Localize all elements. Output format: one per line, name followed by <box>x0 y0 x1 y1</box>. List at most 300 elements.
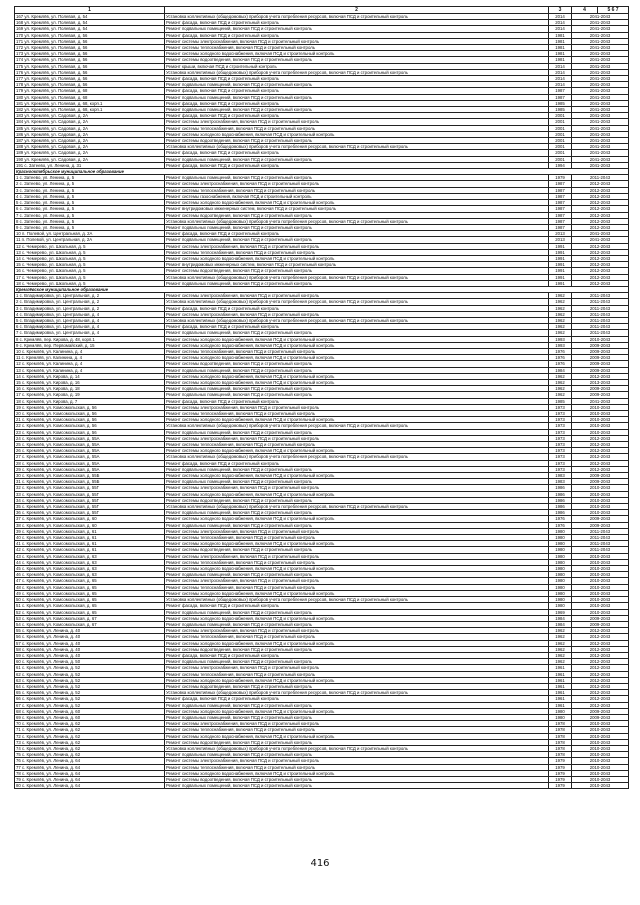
row-year: 1985 <box>549 100 572 106</box>
table-body <box>15 14 629 789</box>
row-period: 2012-2043 <box>572 255 629 261</box>
row-year: 2001 <box>549 144 572 150</box>
row-period: 2011-2043 <box>572 324 629 330</box>
row-period: 2012-2043 <box>572 659 629 665</box>
row-period: 2010-2043 <box>572 739 629 745</box>
row-number: 61 <box>16 665 21 671</box>
row-work-type: Ремонт системы теплоснабжения, включая ПСД и строительный контроль <box>165 45 549 51</box>
row-number: 37 <box>16 516 21 522</box>
row-address: с. Кремлёв, ул. Ленина, д. 60 <box>21 708 81 714</box>
row-work-type: Ремонт системы электроснабжения, включая ПСД и строительный контроль <box>165 404 549 410</box>
row-address: с. Кремлёв, ул. Ленина, д. 40 <box>21 652 81 658</box>
row-year: 1962 <box>549 311 572 317</box>
row-address: с. Кремлёв, ул. Комсомольская, д. 55А <box>21 466 100 472</box>
row-year: 1984 <box>549 367 572 373</box>
row-address: с. Кремлёв, ул. Комсомольская, д. 55А <box>21 448 100 454</box>
row-number: 52 <box>16 609 21 615</box>
row-number: 13 <box>16 367 21 373</box>
row-work-type: Ремонт системы холодного водоснабжения, включая ПСД и строительный контроль <box>165 566 549 572</box>
row-period: 2010-2043 <box>572 510 629 516</box>
row-address: ул. Кремлёв, ул. Садовая, д. 2А <box>24 144 89 150</box>
row-work-type: Ремонт фасада, включая ПСД и строительный контроль <box>165 603 549 609</box>
row-year: 2014 <box>549 26 572 32</box>
row-period: 2012-2043 <box>572 262 629 268</box>
row-period: 2041-2043 <box>572 32 629 38</box>
row-year: 1987 <box>549 181 572 187</box>
row-year: 1962 <box>549 293 572 299</box>
row-year: 2014 <box>549 63 572 69</box>
row-year: 1976 <box>549 361 572 367</box>
row-number: 29 <box>16 466 21 472</box>
row-year: 1980 <box>549 714 572 720</box>
document-page <box>14 6 628 789</box>
row-address: с. Чемерево, ул. Школьная, д. 5 <box>21 274 86 280</box>
row-year: 1962 <box>549 392 572 398</box>
row-work-type: Ремонт фасада, включая ПСД и строительный контроль <box>165 162 549 168</box>
row-work-type: Ремонт подвальных помещений, включая ПСД и строительный контроль <box>165 522 549 528</box>
row-number: 8 <box>16 218 19 224</box>
row-year: 1985 <box>549 398 572 404</box>
row-address: с. Кремлёв, ул. Ленина, д. 62 <box>21 745 81 751</box>
row-work-type: Установка коллективных (общедомовых) приборов учета потребления ресурсов, включая ПСД и строительный контроль <box>165 144 549 150</box>
row-period: 2010-2043 <box>572 566 629 572</box>
row-work-type: Установка коллективных (общедомовых) приборов учета потребления ресурсов, включая ПСД и строительный контроль <box>165 317 549 323</box>
row-work-type: Ремонт подвальных помещений, включая ПСД и строительный контроль <box>165 175 549 181</box>
row-address: с. Кремлёв, ул. Ленина, д. 50 <box>21 659 81 665</box>
row-year: 1978 <box>549 739 572 745</box>
row-address: с. Кремлёв, ул. Калинина, д. 4 <box>21 348 83 354</box>
row-address: с. Чемерево, ул. Школьная, д. 5 <box>21 262 86 268</box>
row-year: 1993 <box>549 336 572 342</box>
row-address: ул. Кремлёв, ул. Садовая, д. 2А <box>24 131 89 137</box>
row-period: 2041-2043 <box>572 113 629 119</box>
row-address: с. Кремлёв, ул. Ленина, д. 62 <box>21 727 81 733</box>
row-period: 2010-2043 <box>572 553 629 559</box>
row-work-type: Ремонт системы электроснабжения, включая ПСД и строительный контроль <box>165 578 549 584</box>
row-work-type: Ремонт системы теплоснабжения, включая ПСД и строительный контроль <box>165 634 549 640</box>
row-year: 2013 <box>549 231 572 237</box>
row-work-type: Ремонт системы теплоснабжения, включая ПСД и строительный контроль <box>165 125 549 131</box>
row-address: с. Кремлёв, пер. Кирова, д. 48, корп.1 <box>19 336 95 342</box>
row-address: с. Кремлёв, ул. Комсомольская, д. 55Г <box>21 497 99 503</box>
row-address: с. Кремлёв, ул. Ленина, д. 64 <box>21 764 81 770</box>
row-year: 1962 <box>549 317 572 323</box>
row-year: 1978 <box>549 721 572 727</box>
row-address: с. Затеево, ул. Ленина, д. 5 <box>19 187 75 193</box>
row-period: 2041-2043 <box>572 69 629 75</box>
header-cell-1: 1 <box>15 7 165 14</box>
row-number: 175 <box>16 63 24 69</box>
row-number: 184 <box>16 119 24 125</box>
row-number: 18 <box>16 398 21 404</box>
row-period: 2041-2043 <box>572 57 629 63</box>
row-year: 1962 <box>549 305 572 311</box>
row-period: 2012-2043 <box>572 193 629 199</box>
row-period: 2010-2043 <box>572 497 629 503</box>
row-number: 168 <box>16 20 24 26</box>
row-year: 1986 <box>549 485 572 491</box>
row-number: 45 <box>16 566 21 572</box>
row-work-type: Ремонт системы холодного водоснабжения, включая ПСД и строительный контроль <box>165 677 549 683</box>
row-number: 50 <box>16 597 21 603</box>
row-period: 2012-2043 <box>572 646 629 652</box>
row-number: 185 <box>16 125 24 131</box>
section-title: Краснооктябрьское муниципальное образование <box>15 169 629 175</box>
row-period: 2012-2043 <box>572 460 629 466</box>
row-address: с. Кремлёв, ул. Комсомольская, д. 55Б <box>21 473 100 479</box>
row-address: с. Кремлёв, ул. Ленина, д. 64 <box>21 770 81 776</box>
row-year: 1980 <box>549 603 572 609</box>
row-year: 1978 <box>549 745 572 751</box>
row-number: 173 <box>16 51 24 57</box>
row-work-type: Ремонт фасада, включая ПСД и строительный контроль <box>165 231 549 237</box>
row-period: 2011-2043 <box>572 330 629 336</box>
row-number: 36 <box>16 510 21 516</box>
row-year: 1983 <box>549 479 572 485</box>
row-period: 2009-2043 <box>572 355 629 361</box>
row-year: 1986 <box>549 497 572 503</box>
row-year: 2001 <box>549 150 572 156</box>
row-work-type: Ремонт системы водоотведения, включая ПСД и строительный контроль <box>165 776 549 782</box>
row-address: с. Кремлёв, ул. Ленина, д. 62 <box>21 752 81 758</box>
row-period: 2012-2043 <box>572 268 629 274</box>
row-number: 80 <box>16 783 21 789</box>
row-number: 12 <box>16 243 21 249</box>
row-number: 7 <box>16 212 19 218</box>
row-work-type: Ремонт системы холодного водоснабжения, включая ПСД и строительный контроль <box>165 733 549 739</box>
row-number: 8 <box>16 336 19 342</box>
row-period: 2010-2043 <box>572 578 629 584</box>
row-year: 1980 <box>549 708 572 714</box>
row-period: 2010-2043 <box>572 590 629 596</box>
row-work-type: Ремонт системы холодного водоснабжения, включая ПСД и строительный контроль <box>165 640 549 646</box>
row-work-type: Ремонт системы водоотведения, включая ПСД и строительный контроль <box>165 683 549 689</box>
row-number: 178 <box>16 82 24 88</box>
row-number: 13 <box>16 249 21 255</box>
row-address: ул. Кремлёв, ул. Полевая, д. 68 <box>24 94 88 100</box>
row-number: 188 <box>16 144 24 150</box>
row-year: 1991 <box>549 268 572 274</box>
row-number: 62 <box>16 671 21 677</box>
row-work-type: Ремонт системы электроснабжения, включая ПСД и строительный контроль <box>165 553 549 559</box>
row-work-type: Ремонт системы холодного водоснабжения, включая ПСД и строительный контроль <box>165 516 549 522</box>
row-address: с. Кремлёв, ул. Кирова, д. 7 <box>21 398 78 404</box>
row-period: 2013-2043 <box>572 379 629 385</box>
row-work-type: Ремонт подвальных помещений, включая ПСД и строительный контроль <box>165 429 549 435</box>
row-work-type: Ремонт системы холодного водоснабжения, включая ПСД и строительный контроль <box>165 708 549 714</box>
row-address: с. Кремлёв, ул. Комсомольская, д. 61 <box>21 547 97 553</box>
row-address: с. Затеево, ул. Ленина, д. 5 <box>19 200 75 206</box>
row-address: с. Чемерево, ул. Школьная, д. 5 <box>21 255 86 261</box>
row-address: ул. Кремлёв, ул. Полевая, д. 68 <box>24 88 88 94</box>
row-period: 2012-2043 <box>572 218 629 224</box>
row-year: 1962 <box>549 659 572 665</box>
row-year: 1991 <box>549 243 572 249</box>
row-number: 15 <box>16 379 21 385</box>
row-address: с. Владимировка, ул. Центральная, д. 2 <box>19 299 100 305</box>
table-header-row <box>15 7 629 14</box>
row-address: ул. Кремлёв, ул. Полевая, д. 56 <box>24 63 88 69</box>
row-number: 11 <box>16 355 21 361</box>
row-number: 15 <box>16 262 21 268</box>
row-address: с. Кремлёв, ул. Комсомольская, д. 63 <box>21 553 97 559</box>
row-number: 44 <box>16 559 21 565</box>
row-period: 2012-2043 <box>572 696 629 702</box>
row-year: 1962 <box>549 652 572 658</box>
row-work-type: Ремонт подвальных помещений, включая ПСД и строительный контроль <box>165 783 549 789</box>
row-number: 11 <box>16 237 21 243</box>
row-address: с. Кремлёв, ул. Ленина, д. 52 <box>21 665 81 671</box>
row-work-type: Ремонт системы водоотведения, включая ПСД и строительный контроль <box>165 547 549 553</box>
row-number: 38 <box>16 522 21 528</box>
row-period: 2041-2043 <box>572 76 629 82</box>
row-year: 1987 <box>549 224 572 230</box>
row-address: с. Владимировка, ул. Центральная, д. 4 <box>19 324 100 330</box>
row-address: с. Кремлёв, ул. Комсомольская, д. 55Г <box>21 510 99 516</box>
row-number: 5 <box>16 317 19 323</box>
row-period: 2011-2043 <box>572 317 629 323</box>
row-address: ул. Кремлёв, ул. Полевая, д. 68, корп.1 <box>24 107 103 113</box>
row-number: 170 <box>16 32 24 38</box>
row-address: с. Затеево, ул. Ленина, д. 5 <box>19 218 75 224</box>
row-year: 1979 <box>549 764 572 770</box>
row-work-type: Ремонт системы холодного водоснабжения, включая ПСД и строительный контроль <box>165 448 549 454</box>
row-number: 171 <box>16 38 24 44</box>
row-year: 1973 <box>549 448 572 454</box>
row-period: 2010-2043 <box>572 770 629 776</box>
page-number: 416 <box>310 858 330 869</box>
row-number: 65 <box>16 690 21 696</box>
row-year: 1961 <box>549 671 572 677</box>
row-number: 191 <box>16 162 24 168</box>
row-year: 1980 <box>549 584 572 590</box>
row-period: 2010-2043 <box>572 491 629 497</box>
row-year: 1962 <box>549 386 572 392</box>
row-number: 23 <box>16 429 21 435</box>
row-period: 2009-2043 <box>572 708 629 714</box>
row-number: 4 <box>16 193 19 199</box>
row-period: 2012-2043 <box>572 181 629 187</box>
row-work-type: Ремонт системы холодного водоснабжения, включая ПСД и строительный контроль <box>165 417 549 423</box>
row-address: с. Кремлёв, ул. Комсомольская, д. 65 <box>21 578 97 584</box>
row-number: 19 <box>16 404 21 410</box>
row-year: 1986 <box>549 504 572 510</box>
row-number: 56 <box>16 634 21 640</box>
row-year: 1962 <box>549 373 572 379</box>
row-number: 76 <box>16 758 21 764</box>
row-year: 1962 <box>549 299 572 305</box>
row-period: 2041-2043 <box>572 26 629 32</box>
row-year: 1980 <box>549 547 572 553</box>
row-period: 2010-2043 <box>572 404 629 410</box>
row-address: с. Затеево, ул. Ленина, д. 5 <box>19 212 75 218</box>
row-number: 2 <box>16 299 19 305</box>
row-period: 2010-2043 <box>572 764 629 770</box>
row-number: 174 <box>16 57 24 63</box>
row-address: с. Кремлёв, ул. Ленина, д. 40 <box>21 640 81 646</box>
row-address: с. Кремлёв, ул. Комсомольская, д. 55Б <box>21 479 100 485</box>
row-year: 2014 <box>549 69 572 75</box>
row-address: ул. Кремлёв, ул. Полевая, д. 68, корп.1 <box>24 100 103 106</box>
row-address: с. Кремлёв, ул. Комсомольская, д. 56 <box>21 429 97 435</box>
row-period: 2041-2043 <box>572 144 629 150</box>
row-address: с. Кремлёв, ул. Ленина, д. 52 <box>21 677 81 683</box>
row-year: 1978 <box>549 752 572 758</box>
row-number: 55 <box>16 628 21 634</box>
row-address: с. Кремлёв, ул. Ленина, д. 52 <box>21 690 81 696</box>
row-period: 2012-2043 <box>572 640 629 646</box>
row-work-type: Ремонт системы электроснабжения, включая ПСД и строительный контроль <box>165 435 549 441</box>
row-address: с. Кремлёв, ул. Ленина, д. 52 <box>21 702 81 708</box>
row-number: 189 <box>16 150 24 156</box>
row-work-type: Ремонт фасада, включая ПСД и строительный контроль <box>165 88 549 94</box>
row-number: 183 <box>16 113 24 119</box>
row-number: 28 <box>16 460 21 466</box>
row-work-type: Установка коллективных (общедомовых) приборов учета потребления ресурсов, включая ПСД и строительный контроль <box>165 504 549 510</box>
row-work-type: Установка коллективных (общедомовых) приборов учета потребления ресурсов, включая ПСД и строительный контроль <box>165 745 549 751</box>
row-work-type: Ремонт системы холодного водоснабжения, включая ПСД и строительный контроль <box>165 373 549 379</box>
row-address: с. Кремлёв, ул. Ленина, д. 62 <box>21 721 81 727</box>
row-work-type: Ремонт системы холодного водоснабжения, включая ПСД и строительный контроль <box>165 491 549 497</box>
row-number: 3 <box>16 305 19 311</box>
row-address: ул. Кремлёв, ул. Полевая, д. 56 <box>24 69 88 75</box>
row-year: 1976 <box>549 355 572 361</box>
row-year: 1991 <box>549 262 572 268</box>
row-address: с. Кремлёв, ул. Комсомольская, д. 63 <box>21 572 97 578</box>
row-period: 2011-2043 <box>572 311 629 317</box>
row-number: 79 <box>16 776 21 782</box>
row-work-type: Ремонт подвальных помещений, включая ПСД и строительный контроль <box>165 479 549 485</box>
row-work-type: Ремонт системы холодного водоснабжения, включая ПСД и строительный контроль <box>165 255 549 261</box>
row-work-type: Ремонт подвальных помещений, включая ПСД и строительный контроль <box>165 156 549 162</box>
row-number: 21 <box>16 417 21 423</box>
row-work-type: Ремонт системы водоотведения, включая ПСД и строительный контроль <box>165 138 549 144</box>
row-number: 4 <box>16 311 19 317</box>
row-address: с. Кремлёв, ул. Комсомольская, д. 65 <box>21 609 97 615</box>
row-work-type: Ремонт подвальных помещений, включая ПСД и строительный контроль <box>165 752 549 758</box>
row-year: 1961 <box>549 702 572 708</box>
row-period: 2009-2043 <box>572 386 629 392</box>
row-number: 24 <box>16 435 21 441</box>
row-period: 2012-2043 <box>572 274 629 280</box>
row-number: 71 <box>16 727 21 733</box>
row-period: 2011-2043 <box>572 299 629 305</box>
row-number: 66 <box>16 696 21 702</box>
row-address: с. Чемерево, ул. Школьная, д. 5 <box>21 249 86 255</box>
row-period: 2041-2043 <box>572 398 629 404</box>
row-work-type: Ремонт системы холодного водоснабжения, включая ПСД и строительный контроль <box>165 770 549 776</box>
row-year: 1980 <box>549 566 572 572</box>
row-period: 2041-2043 <box>572 119 629 125</box>
row-period: 2041-2043 <box>572 237 629 243</box>
row-number: 46 <box>16 572 21 578</box>
row-period: 2009-2043 <box>572 615 629 621</box>
row-period: 2010-2043 <box>572 758 629 764</box>
row-address: с. Чемерево, ул. Школьная, д. 5 <box>21 243 86 249</box>
row-number: 1 <box>16 293 19 299</box>
row-address: с. Кремлёв, ул. Комсомольская, д. 61 <box>21 541 97 547</box>
row-number: 10 <box>16 348 21 354</box>
row-number: 182 <box>16 107 24 113</box>
row-year: 1969 <box>549 609 572 615</box>
row-year: 1961 <box>549 690 572 696</box>
row-period: 2009-2043 <box>572 342 629 348</box>
row-period: 2012-2043 <box>572 187 629 193</box>
row-work-type: Ремонт системы электроснабжения, включая ПСД и строительный контроль <box>165 628 549 634</box>
row-work-type: Ремонт системы холодного водоснабжения, включая ПСД и строительный контроль <box>165 200 549 206</box>
row-year: 1981 <box>549 57 572 63</box>
row-number: 69 <box>16 714 21 720</box>
row-year: 1973 <box>549 460 572 466</box>
table-row <box>15 783 629 789</box>
row-work-type: Ремонт фасада, включая ПСД и строительный контроль <box>165 460 549 466</box>
row-work-type: Ремонт системы водоотведения, включая ПСД и строительный контроль <box>165 497 549 503</box>
row-work-type: Ремонт системы электроснабжения, включая ПСД и строительный контроль <box>165 311 549 317</box>
row-work-type: Ремонт системы электроснабжения, включая ПСД и строительный контроль <box>165 528 549 534</box>
row-work-type: Ремонт подвальных помещений, включая ПСД и строительный контроль <box>165 94 549 100</box>
row-year: 1980 <box>549 535 572 541</box>
row-address: с. Кремлёв, ул. Комсомольская, д. 65 <box>21 603 97 609</box>
row-number: 14 <box>16 255 21 261</box>
row-work-type: Ремонт системы электроснабжения, включая ПСД и строительный контроль <box>165 119 549 125</box>
row-work-type: Ремонт системы газоснабжения, включая ПСД и строительный контроль <box>165 193 549 199</box>
row-year: 1981 <box>549 45 572 51</box>
row-year: 1962 <box>549 330 572 336</box>
row-work-type: Ремонт фасада, включая ПСД и строительный контроль <box>165 652 549 658</box>
row-year: 1987 <box>549 200 572 206</box>
row-year: 1980 <box>549 559 572 565</box>
row-year: 1979 <box>549 776 572 782</box>
row-number: 20 <box>16 411 21 416</box>
row-period: 2010-2043 <box>572 584 629 590</box>
row-number: 51 <box>16 603 21 609</box>
row-number: 18 <box>16 280 21 286</box>
address-cell <box>15 783 165 789</box>
row-period: 2009-2043 <box>572 348 629 354</box>
row-number: 177 <box>16 76 24 82</box>
row-year: 1987 <box>549 94 572 100</box>
row-period: 2041-2043 <box>572 100 629 106</box>
row-period: 2009-2043 <box>572 516 629 522</box>
row-number: 77 <box>16 764 21 770</box>
row-period: 2012-2043 <box>572 224 629 230</box>
row-address: с. Кремлёв, ул. Кирова, д. 14 <box>21 373 80 379</box>
row-number: 27 <box>16 454 21 460</box>
row-period: 2011-2043 <box>572 305 629 311</box>
row-work-type: Ремонт системы холодного водоснабжения, включая ПСД и строительный контроль <box>165 473 549 479</box>
row-year: 1980 <box>549 597 572 603</box>
row-period: 2041-2043 <box>572 20 629 26</box>
row-number: 41 <box>16 541 21 547</box>
row-year: 1973 <box>549 423 572 429</box>
row-address: с. Кремлёв, ул. Комсомольская, д. 55А <box>21 435 100 441</box>
row-period: 2012-2043 <box>572 249 629 255</box>
row-address: ул. Кремлёв, ул. Полевая, д. 56 <box>24 57 88 63</box>
row-address: с. Затеево, ул. Ленина, д. 31 <box>24 162 82 168</box>
row-work-type: Ремонт системы электроснабжения, включая ПСД и строительный контроль <box>165 721 549 727</box>
row-address: с. Кремлёв, ул. Ленина, д. 40 <box>21 628 81 634</box>
row-period: 2010-2043 <box>572 429 629 435</box>
header-cell-2: 2 <box>165 7 549 14</box>
row-work-type: Ремонт системы холодного водоснабжения, включая ПСД и строительный контроль <box>165 590 549 596</box>
row-work-type: Установка коллективных (общедомовых) приборов учета потребления ресурсов, включая ПСД и строительный контроль <box>165 423 549 429</box>
row-period: 2041-2043 <box>572 45 629 51</box>
row-work-type: Ремонт внутридомовых инженерных систем, включая ПСД и строительный контроль <box>165 262 549 268</box>
row-address: с. Кремлёв, ул. Комсомольская, д. 61 <box>21 528 97 534</box>
row-period: 2041-2043 <box>572 107 629 113</box>
row-number: 16 <box>16 386 21 392</box>
row-address: ул. Кремлёв, ул. Полевая, д. 56 <box>24 32 88 38</box>
